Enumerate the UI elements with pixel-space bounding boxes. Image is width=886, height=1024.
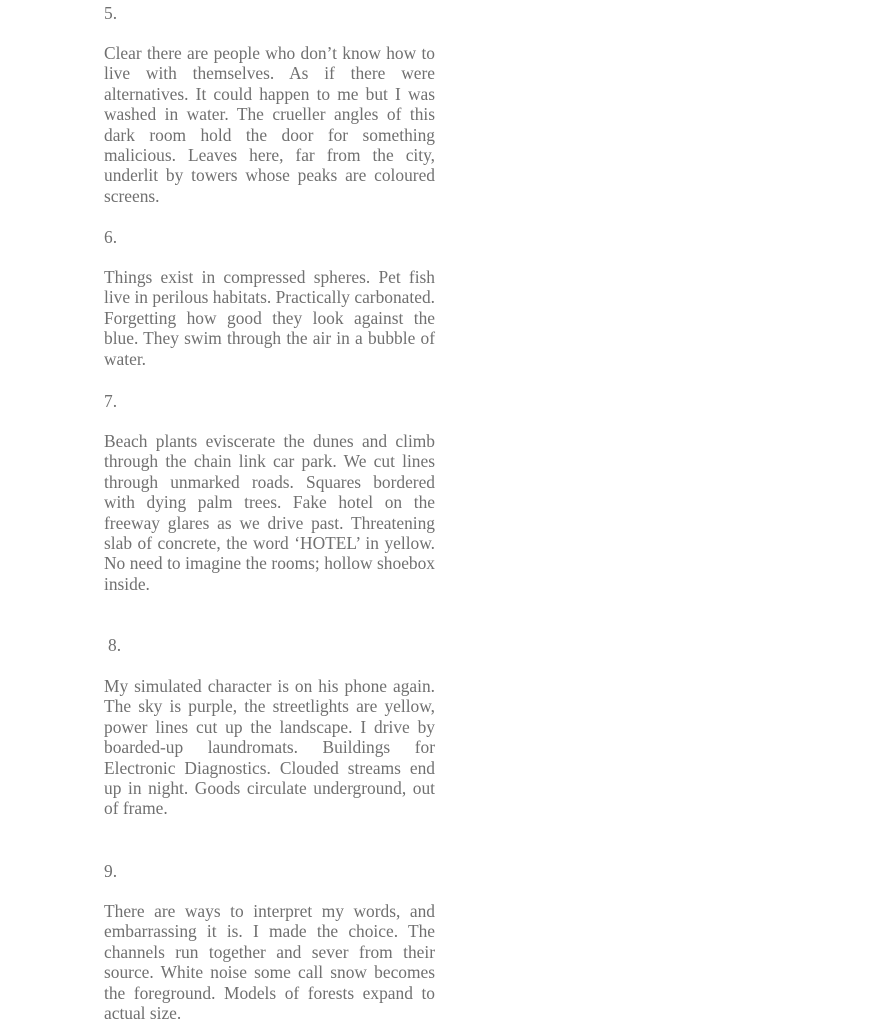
section-number: 9. [104, 861, 118, 881]
section-text: Things exist in compressed spheres. Pet fish live in perilous habitats. Practically carbonated. Forgetting how good they look against the blue. They swim through the air in a bubble of water. [104, 267, 435, 369]
section-number: 5. [104, 3, 118, 23]
section-number: 8. [108, 635, 122, 655]
section-number: 7. [104, 391, 118, 411]
section-text: Beach plants eviscerate the dunes and climb through the chain link car park. We cut lines through unmarked roads. Squares bordered with dying palm trees. Fake hotel on the freeway glares as we drive past. Threatening slab of concrete, the word ‘HOTEL’ in yellow. No need to imagine the rooms; hollow shoebox inside. [104, 431, 435, 594]
section-text: My simulated character is on his phone again. The sky is purple, the streetlights are yellow, power lines cut up the landscape. I drive by boarded-up laundromats. Buildings for Electronic Diagnostics. Clouded streams end up in night. Goods circulate underground, out of frame. [104, 676, 435, 819]
section-9 [104, 861, 435, 1023]
section-text: Clear there are people who don’t know how to live with themselves. As if there were alternatives. It could happen to me but I was washed in water. The crueller angles of this dark room hold the door for something malicious. Leaves here, far from the city, underlit by towers whose peaks are coloured screens. [104, 43, 435, 206]
section-7 [104, 391, 435, 594]
section-6 [104, 227, 435, 369]
section-text: There are ways to interpret my words, and embarrassing it is. I made the choice. The channels run together and sever from their source. White noise some call snow becomes the foreground. Models of forests expand to actual size. [104, 901, 435, 1024]
section-5 [104, 3, 435, 206]
section-8 [104, 635, 435, 819]
section-number: 6. [104, 227, 118, 247]
